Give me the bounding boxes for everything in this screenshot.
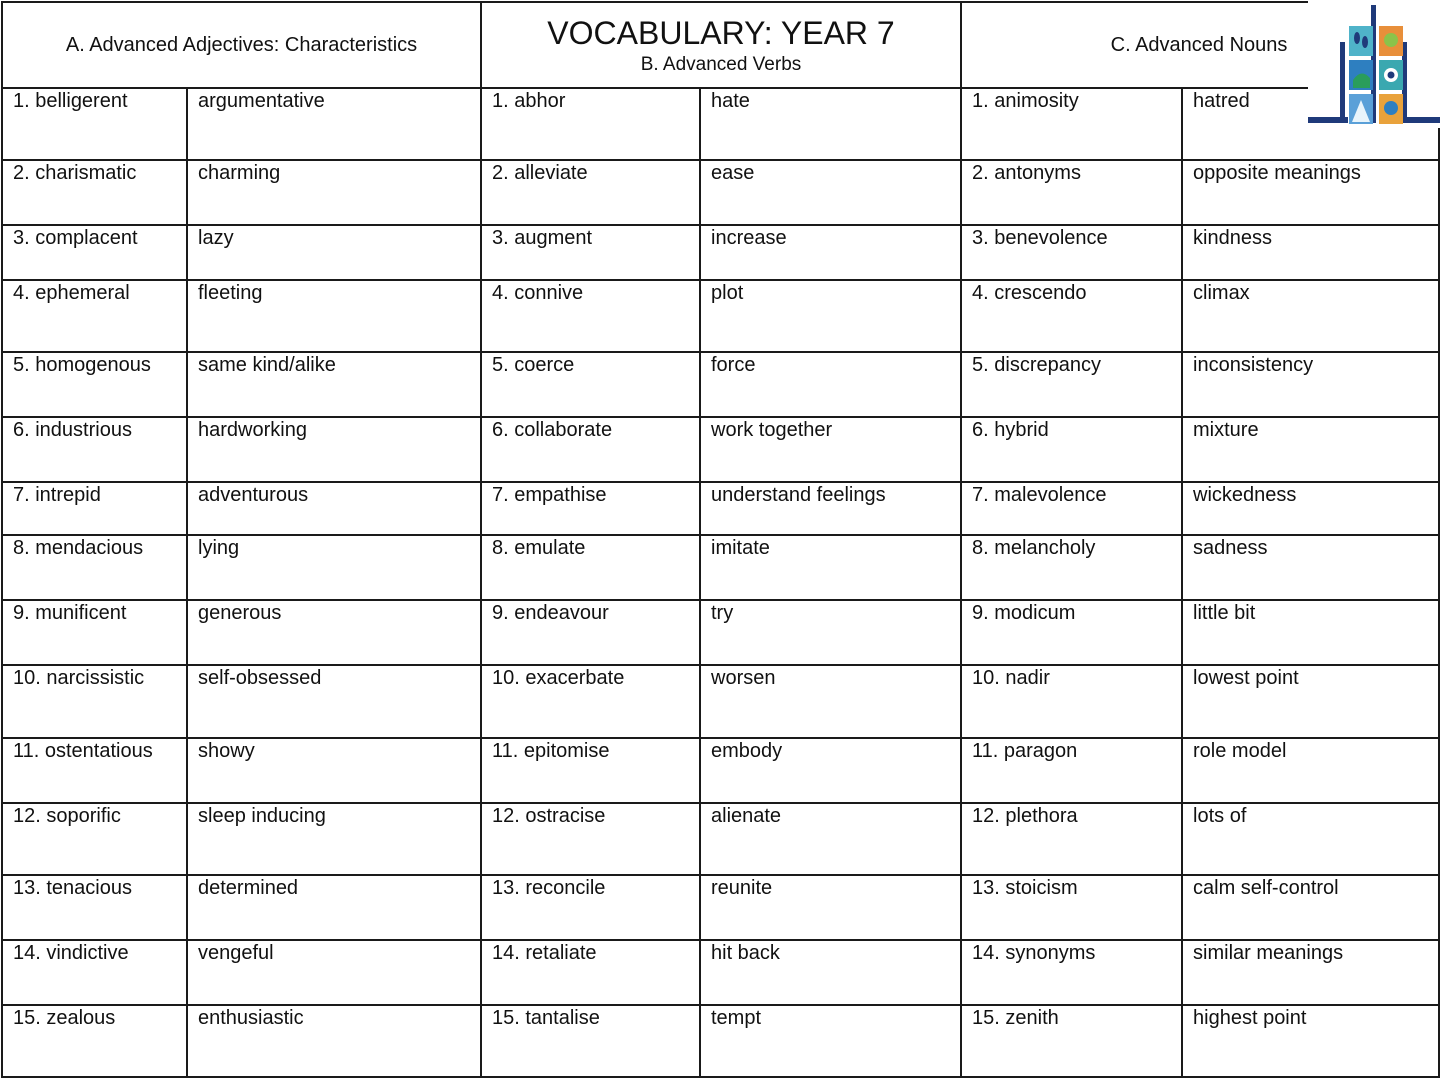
section-c-word: 14. synonyms xyxy=(961,940,1182,1005)
section-c-word: 5. discrepancy xyxy=(961,352,1182,417)
section-b-word: 9. endeavour xyxy=(481,600,700,665)
page-title: VOCABULARY: YEAR 7 xyxy=(547,15,895,51)
section-a-definition: vengeful xyxy=(187,940,481,1005)
section-b-word: 6. collaborate xyxy=(481,417,700,482)
section-c-word: 8. melancholy xyxy=(961,535,1182,600)
school-logo-icon xyxy=(1308,0,1440,128)
section-b-definition: plot xyxy=(700,280,961,352)
section-a-definition: showy xyxy=(187,738,481,803)
section-c-definition: sadness xyxy=(1182,535,1439,600)
section-a-word: 13. tenacious xyxy=(2,875,187,940)
section-b-heading: B. Advanced Verbs xyxy=(640,54,802,75)
section-c-word: 6. hybrid xyxy=(961,417,1182,482)
section-b-header xyxy=(481,2,961,88)
section-b-definition: embody xyxy=(700,738,961,803)
section-c-definition: wickedness xyxy=(1182,482,1439,535)
section-b-definition: hate xyxy=(700,88,961,160)
section-b-word: 5. coerce xyxy=(481,352,700,417)
section-b-definition: tempt xyxy=(700,1005,961,1077)
section-c-definition: climax xyxy=(1182,280,1439,352)
section-b-word: 12. ostracise xyxy=(481,803,700,875)
section-b-word: 1. abhor xyxy=(481,88,700,160)
section-a-word: 3. complacent xyxy=(2,225,187,280)
table-row xyxy=(2,600,1439,665)
section-b-word: 4. connive xyxy=(481,280,700,352)
table-row xyxy=(2,482,1439,535)
section-b-definition: imitate xyxy=(700,535,961,600)
school-logo xyxy=(1308,0,1440,128)
section-b-word: 10. exacerbate xyxy=(481,665,700,738)
section-a-heading: A. Advanced Adjectives: Characteristics xyxy=(65,34,418,56)
section-c-definition: highest point xyxy=(1182,1005,1439,1077)
table-row xyxy=(2,535,1439,600)
section-a-word: 15. zealous xyxy=(2,1005,187,1077)
section-c-definition: hatred xyxy=(1182,88,1439,160)
section-b-word: 3. augment xyxy=(481,225,700,280)
table-row xyxy=(2,280,1439,352)
section-b-definition: ease xyxy=(700,160,961,225)
section-b-word: 2. alleviate xyxy=(481,160,700,225)
section-b-word: 14. retaliate xyxy=(481,940,700,1005)
section-b-definition: alienate xyxy=(700,803,961,875)
section-c-definition: similar meanings xyxy=(1182,940,1439,1005)
section-a-definition: hardworking xyxy=(187,417,481,482)
section-c-word: 13. stoicism xyxy=(961,875,1182,940)
section-a-header xyxy=(2,2,481,88)
section-a-word: 9. munificent xyxy=(2,600,187,665)
section-a-word: 11. ostentatious xyxy=(2,738,187,803)
table-row xyxy=(2,665,1439,738)
section-c-word: 7. malevolence xyxy=(961,482,1182,535)
table-row xyxy=(2,875,1439,940)
section-a-definition: adventurous xyxy=(187,482,481,535)
section-a-definition: charming xyxy=(187,160,481,225)
section-b-word: 11. epitomise xyxy=(481,738,700,803)
section-b-word: 13. reconcile xyxy=(481,875,700,940)
section-c-word: 1. animosity xyxy=(961,88,1182,160)
section-c-definition: kindness xyxy=(1182,225,1439,280)
section-c-definition: role model xyxy=(1182,738,1439,803)
table-row xyxy=(2,1005,1439,1077)
section-c-word: 15. zenith xyxy=(961,1005,1182,1077)
section-c-definition: inconsistency xyxy=(1182,352,1439,417)
section-b-word: 15. tantalise xyxy=(481,1005,700,1077)
header-row xyxy=(2,2,1439,88)
section-c-definition: lots of xyxy=(1182,803,1439,875)
section-b-word: 8. emulate xyxy=(481,535,700,600)
section-a-word: 14. vindictive xyxy=(2,940,187,1005)
section-a-definition: lying xyxy=(187,535,481,600)
section-a-word: 7. intrepid xyxy=(2,482,187,535)
section-a-word: 6. industrious xyxy=(2,417,187,482)
table-row xyxy=(2,225,1439,280)
section-b-definition: increase xyxy=(700,225,961,280)
section-c-definition: calm self-control xyxy=(1182,875,1439,940)
section-a-definition: enthusiastic xyxy=(187,1005,481,1077)
section-a-word: 8. mendacious xyxy=(2,535,187,600)
section-b-definition: hit back xyxy=(700,940,961,1005)
section-b-definition: work together xyxy=(700,417,961,482)
table-row xyxy=(2,803,1439,875)
section-b-definition: understand feelings xyxy=(700,482,961,535)
section-c-word: 9. modicum xyxy=(961,600,1182,665)
section-b-definition: worsen xyxy=(700,665,961,738)
vocabulary-table xyxy=(1,1,1440,1078)
section-c-heading: C. Advanced Nouns xyxy=(1110,34,1288,56)
section-a-word: 2. charismatic xyxy=(2,160,187,225)
section-a-word: 12. soporific xyxy=(2,803,187,875)
table-row xyxy=(2,88,1439,160)
table-row xyxy=(2,160,1439,225)
section-c-definition: little bit xyxy=(1182,600,1439,665)
section-c-word: 3. benevolence xyxy=(961,225,1182,280)
section-c-word: 4. crescendo xyxy=(961,280,1182,352)
section-b-definition: reunite xyxy=(700,875,961,940)
section-a-word: 10. narcissistic xyxy=(2,665,187,738)
section-c-word: 12. plethora xyxy=(961,803,1182,875)
section-c-word: 11. paragon xyxy=(961,738,1182,803)
section-a-definition: self-obsessed xyxy=(187,665,481,738)
section-a-word: 5. homogenous xyxy=(2,352,187,417)
section-a-definition: argumentative xyxy=(187,88,481,160)
section-c-word: 2. antonyms xyxy=(961,160,1182,225)
section-a-word: 4. ephemeral xyxy=(2,280,187,352)
section-c-definition: mixture xyxy=(1182,417,1439,482)
section-a-definition: generous xyxy=(187,600,481,665)
section-a-definition: same kind/alike xyxy=(187,352,481,417)
table-row xyxy=(2,352,1439,417)
section-c-definition: opposite meanings xyxy=(1182,160,1439,225)
table-row xyxy=(2,940,1439,1005)
section-a-definition: sleep inducing xyxy=(187,803,481,875)
section-b-definition: force xyxy=(700,352,961,417)
section-a-word: 1. belligerent xyxy=(2,88,187,160)
table-row xyxy=(2,738,1439,803)
section-c-word: 10. nadir xyxy=(961,665,1182,738)
section-a-definition: fleeting xyxy=(187,280,481,352)
table-row xyxy=(2,417,1439,482)
section-c-definition: lowest point xyxy=(1182,665,1439,738)
section-a-definition: lazy xyxy=(187,225,481,280)
section-b-definition: try xyxy=(700,600,961,665)
section-b-word: 7. empathise xyxy=(481,482,700,535)
section-a-definition: determined xyxy=(187,875,481,940)
